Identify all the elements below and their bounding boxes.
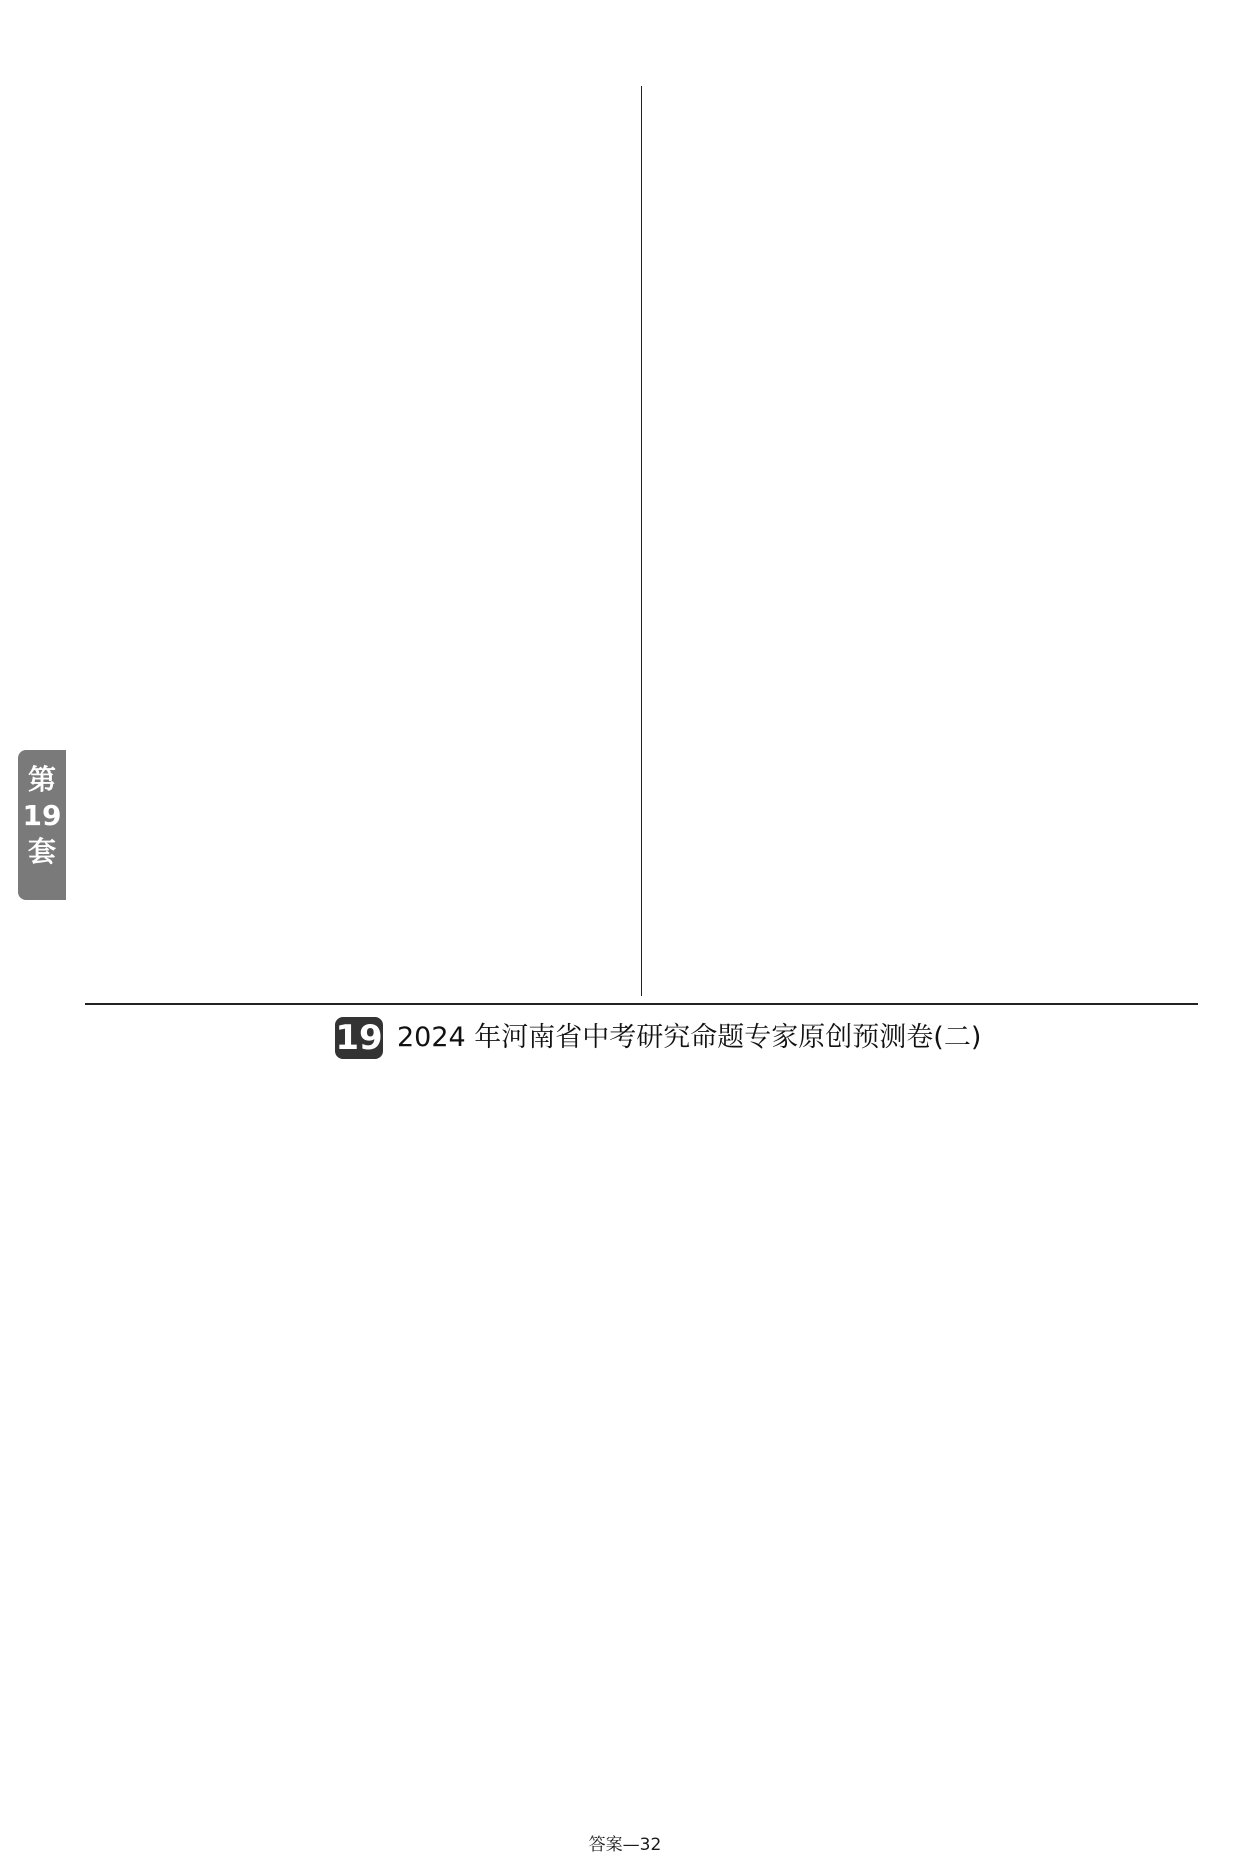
test-number-badge: 19 <box>335 1018 383 1058</box>
side-tab-label: 第19套 <box>22 763 62 868</box>
test-title-banner <box>85 1003 1198 1063</box>
banner-rule <box>85 1003 1198 1005</box>
section-side-tab <box>18 750 66 900</box>
test-title: 2024 年河南省中考研究命题专家原创预测卷(二) <box>397 1022 982 1053</box>
page-footer: 答案—32 <box>588 1835 662 1855</box>
column-divider <box>641 86 642 996</box>
